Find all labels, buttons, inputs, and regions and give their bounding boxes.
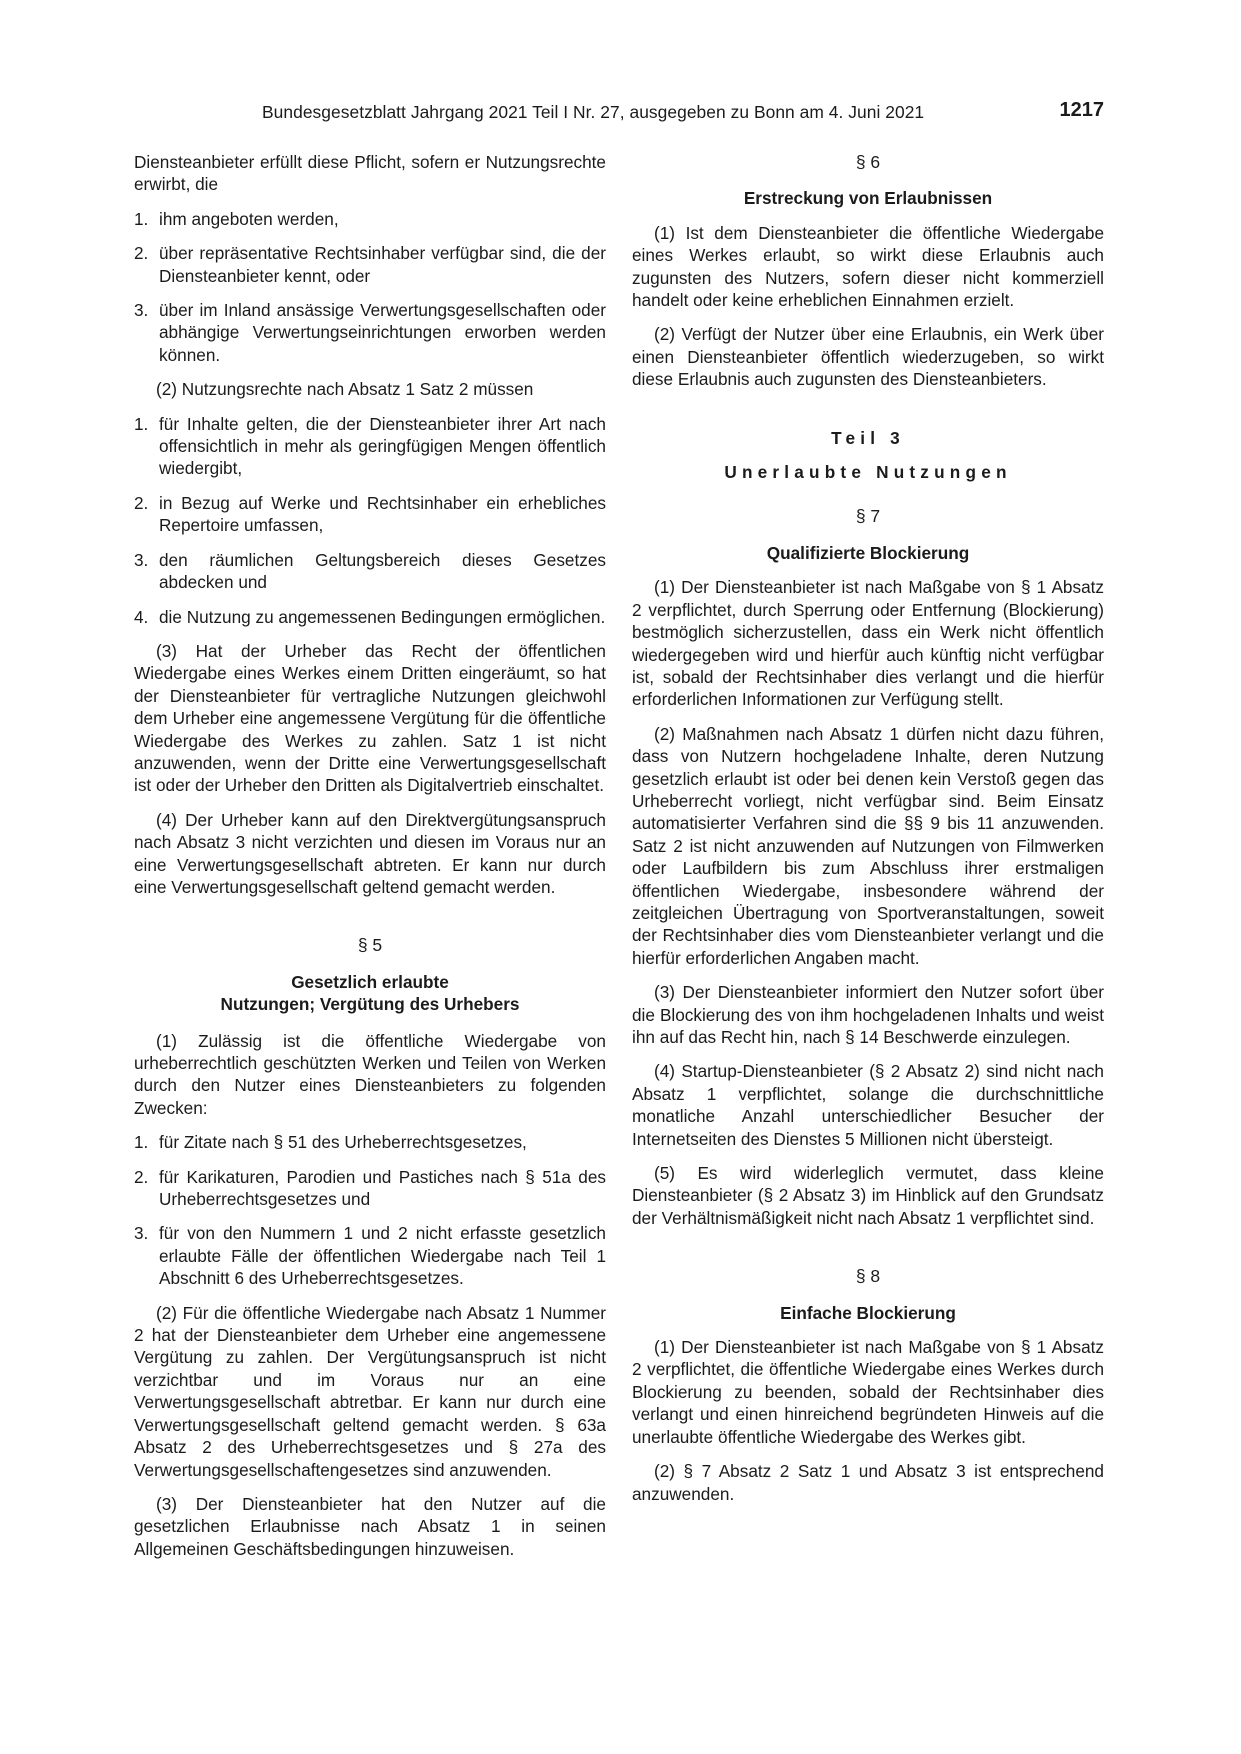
paragraph-abs4: (4) Der Urheber kann auf den Direktvergütungsanspruch nach Absatz 3 nicht verzichten und diesen im Voraus nur an eine Verwertungsgesellschaft abtreten. Er kann nur durch eine Verwertungsgesellschaft geltend gemacht werden. xyxy=(134,809,606,897)
list-item xyxy=(134,299,606,366)
list-number: 3. xyxy=(134,1223,149,1244)
list-number: 4. xyxy=(134,606,149,627)
list-item xyxy=(134,549,606,594)
section-gap xyxy=(134,910,606,934)
left-column xyxy=(134,151,606,1572)
paragraph-s7-abs2: (2) Maßnahmen nach Absatz 1 dürfen nicht dazu führen, dass von Nutzern hochgeladene Inhalte, deren Nutzung gesetzlich erlaubt ist oder bei denen kein Verstoß gegen das Urheberrecht vorliegt, nicht verfügbar sind. Beim Einsatz automatisierter Verfahren sind die §§ 9 bis 11 anzuwenden. Satz 2 ist nicht anzuwenden auf Nutzungen von Filmwerken oder Laufbildern bis zum Abschluss ihrer erstmaligen öffentlichen Wiedergabe, insbesondere während der zeitgleichen Übertragung von Sportveranstaltungen, soweit der Rechtsinhaber dies vom Diensteanbieter verlangt und die hierfür erforderlichen Angaben macht. xyxy=(632,723,1104,968)
list-text: über repräsentative Rechtsinhaber verfügbar sind, die der Diensteanbieter kennt, oder xyxy=(159,243,606,286)
section-gap xyxy=(632,403,1104,427)
list-text: ihm angeboten werden, xyxy=(159,208,339,229)
list-text: für Inhalte gelten, die der Diensteanbieter ihrer Art nach offensichtlich in mehr als geringfügigen Mengen öffentlich wiedergibt, xyxy=(159,413,606,479)
paragraph-s7-abs5: (5) Es wird widerleglich vermutet, dass kleine Diensteanbieter (§ 2 Absatz 3) im Hinblick auf den Grundsatz der Verhältnismäßigkeit nicht nach Absatz 1 verpflichtet sind. xyxy=(632,1163,1104,1228)
right-column xyxy=(632,151,1104,1517)
list-item xyxy=(134,242,606,287)
paragraph-s8-abs2: (2) § 7 Absatz 2 Satz 1 und Absatz 3 ist entsprechend anzuwenden. xyxy=(632,1461,1104,1504)
list-item xyxy=(134,1222,606,1289)
intro-paragraph: Diensteanbieter erfüllt diese Pflicht, sofern er Nutzungsrechte erwirbt, die xyxy=(134,152,606,195)
paragraph-abs3: (3) Hat der Urheber das Recht der öffentlichen Wiedergabe eines Werkes einem Dritten eingeräumt, so hat der Diensteanbieter für vertragliche Nutzungen gleichwohl dem Urheber eine angemessene Vergütung für die öffentliche Wiedergabe des Werkes zu zahlen. Satz 1 ist nicht anzuwenden, wenn der Dritte eine Verwertungsgesellschaft ist oder der Urheber den Dritten als Digitalvertrieb einschaltet. xyxy=(134,640,606,796)
paragraph-s6-abs2: (2) Verfügt der Nutzer über eine Erlaubnis, ein Werk über einen Diensteanbieter öffentlich wiederzugeben, so wirkt diese Erlaubnis auch zugunsten des Diensteanbieters. xyxy=(632,324,1104,390)
list-text: in Bezug auf Werke und Rechtsinhaber ein erhebliches Repertoire umfassen, xyxy=(159,492,606,536)
list-item xyxy=(134,492,606,537)
list-number: 1. xyxy=(134,413,149,434)
list-rights-requirements xyxy=(134,413,606,628)
list-number: 3. xyxy=(134,300,149,321)
list-permitted-uses xyxy=(134,1131,606,1289)
list-number: 3. xyxy=(134,549,149,570)
section-heading-8: Einfache Blockierung xyxy=(780,1302,956,1323)
part-title: Unerlaubte Nutzungen xyxy=(724,462,1012,483)
list-number: 2. xyxy=(134,492,149,513)
list-text: die Nutzung zu angemessenen Bedingungen ermöglichen. xyxy=(159,606,606,627)
heading-line: Nutzungen; Vergütung des Urhebers xyxy=(220,994,520,1015)
paragraph-s6-abs1: (1) Ist dem Diensteanbieter die öffentliche Wiedergabe eines Werkes erlaubt, so wirkt diese Erlaubnis auch zugunsten des Nutzers, sofern dieser nicht kommerziell handelt oder keine erheblichen Einnahmen erzielt. xyxy=(632,222,1104,311)
list-text: für von den Nummern 1 und 2 nicht erfasste gesetzlich erlaubte Fälle der öffentlichen Wiedergabe nach Teil 1 Abschnitt 6 des Urheberrechtsgesetzes. xyxy=(159,1223,606,1289)
list-text: über im Inland ansässige Verwertungsgesellschaften oder abhängige Verwertungseinrichtungen erworben werden können. xyxy=(159,300,606,365)
list-text: für Zitate nach § 51 des Urheberrechtsgesetzes, xyxy=(159,1132,527,1153)
section-number-8: § 8 xyxy=(855,1266,881,1287)
section-heading-6: Erstreckung von Erlaubnissen xyxy=(743,188,993,209)
section-gap xyxy=(632,1241,1104,1265)
part-label: Teil 3 xyxy=(831,427,905,448)
heading-line: Gesetzlich erlaubte xyxy=(291,971,449,992)
page-header xyxy=(262,101,1104,127)
paragraph-s7-abs4: (4) Startup-Diensteanbieter (§ 2 Absatz 2) sind nicht nach Absatz 1 verpflichtet, solange die durchschnittliche monatliche Anzahl unterschiedlicher Besucher der Internetseiten des Dienstes 5 Millionen nicht übersteigt. xyxy=(632,1061,1104,1149)
section-heading-5 xyxy=(134,971,606,1016)
list-item xyxy=(134,1166,606,1211)
list-number: 1. xyxy=(134,208,149,229)
section-heading-7: Qualifizierte Blockierung xyxy=(766,542,970,563)
paragraph-s5-abs3: (3) Der Diensteanbieter hat den Nutzer auf die gesetzlichen Erlaubnisse nach Absatz 1 in seinen Allgemeinen Geschäftsbedingungen hinzuweisen. xyxy=(134,1493,606,1559)
list-item xyxy=(134,606,606,628)
gazette-header: Bundesgesetzblatt Jahrgang 2021 Teil I Nr. 27, ausgegeben zu Bonn am 4. Juni 2021 xyxy=(262,102,925,122)
list-number: 2. xyxy=(134,243,149,264)
paragraph-s8-abs1: (1) Der Diensteanbieter ist nach Maßgabe von § 1 Absatz 2 verpflichtet, die öffentliche Wiedergabe eines Werkes durch Blockierung zu beenden, sobald der Rechtsinhaber dies verlangt und einen hinreichend begründeten Hinweis auf die unerlaubte öffentliche Wiedergabe des Werkes gibt. xyxy=(632,1337,1104,1447)
paragraph-s5-abs1: (1) Zulässig ist die öffentliche Wiedergabe von urheberrechtlich geschützten Werken und Teilen von Werken durch den Nutzer eines Diensteanbieters zu folgenden Zwecken: xyxy=(134,1030,606,1118)
section-number-6: § 6 xyxy=(855,152,881,172)
paragraph-abs2: (2) Nutzungsrechte nach Absatz 1 Satz 2 müssen xyxy=(156,379,534,400)
section-number-5: § 5 xyxy=(357,935,383,956)
list-rights-acquisition xyxy=(134,208,606,366)
list-item xyxy=(134,208,606,230)
paragraph-s7-abs3: (3) Der Diensteanbieter informiert den Nutzer sofort über die Blockierung des von ihm hochgeladenen Inhalts und weist ihn auf das Recht hin, nach § 14 Beschwerde einzulegen. xyxy=(632,982,1104,1047)
list-text: den räumlichen Geltungsbereich dieses Gesetzes abdecken und xyxy=(159,549,606,593)
list-number: 1. xyxy=(134,1132,149,1153)
list-item xyxy=(134,413,606,480)
list-item xyxy=(134,1131,606,1153)
list-text: für Karikaturen, Parodien und Pastiches nach § 51a des Urheberrechtsgesetzes und xyxy=(159,1166,606,1210)
paragraph-s7-abs1: (1) Der Diensteanbieter ist nach Maßgabe von § 1 Absatz 2 verpflichtet, durch Sperrung oder Entfernung (Blockierung) bestmöglich sicherzustellen, dass ein Werk nicht öffentlich wiedergegeben wird und hierfür auch künftig nicht verfügbar ist, sobald der Rechtsinhaber dies verlangt und die hierfür erforderlichen Informationen zur Verfügung stellt. xyxy=(632,577,1104,710)
paragraph-s5-abs2: (2) Für die öffentliche Wiedergabe nach Absatz 1 Nummer 2 hat der Diensteanbieter dem Urheber eine angemessene Vergütung zu zahlen. Der Vergütungsanspruch ist nicht verzichtbar und im Voraus nur an eine Verwertungsgesellschaft abtretbar. Er kann nur durch eine Verwertungsgesellschaft geltend gemacht werden. § 63a Absatz 2 des Urheberrechtsgesetzes und § 27a des Verwertungsgesellschaftengesetzes sind anzuwenden. xyxy=(134,1302,606,1480)
page-number: 1217 xyxy=(1059,99,1104,121)
section-number-7: § 7 xyxy=(855,506,881,527)
list-number: 2. xyxy=(134,1166,149,1187)
